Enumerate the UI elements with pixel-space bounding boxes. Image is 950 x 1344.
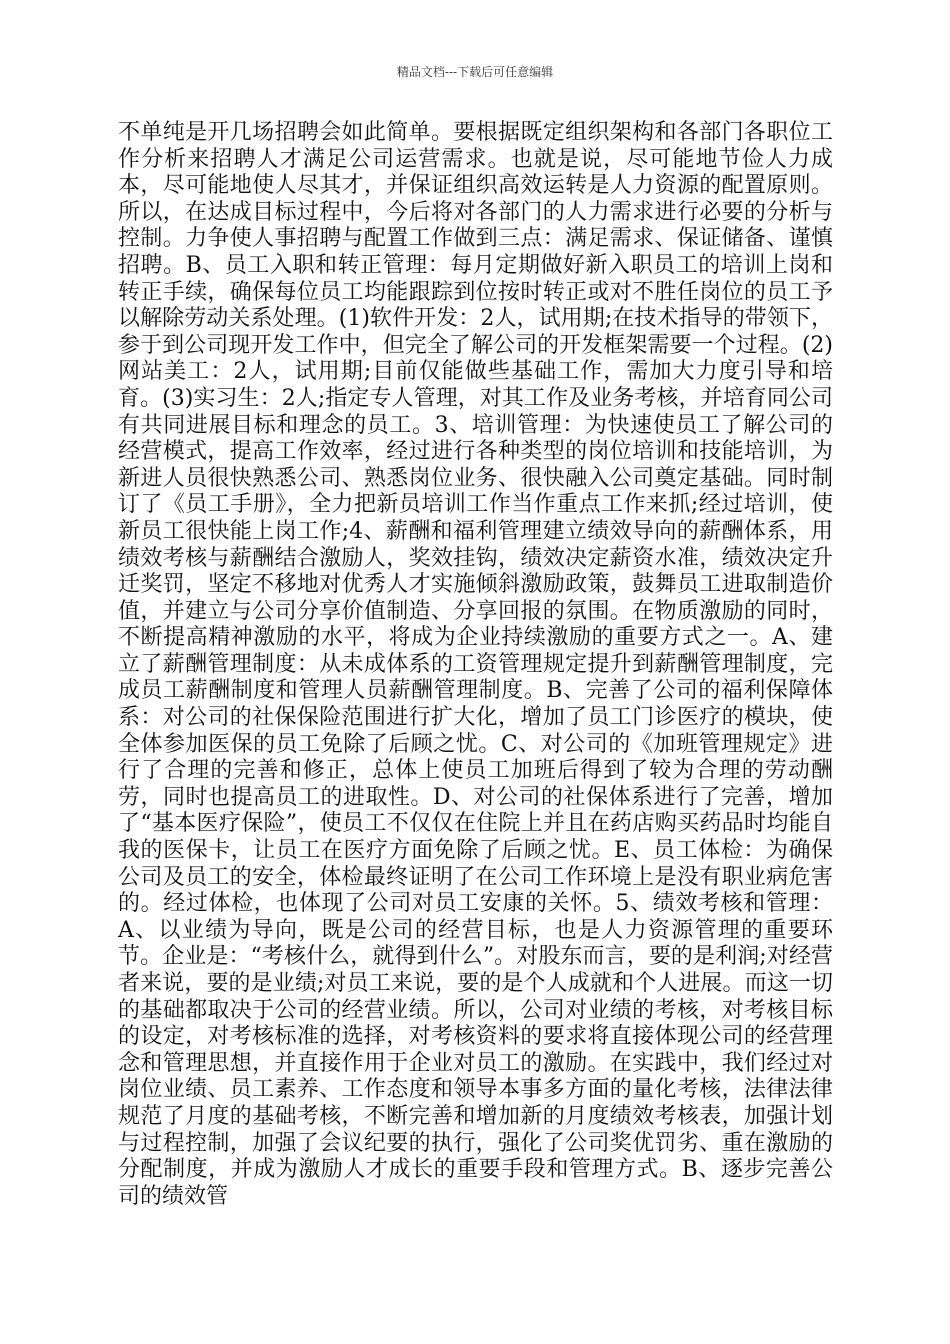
document-body	[118, 120, 833, 1210]
body-paragraph: 不单纯是开几场招聘会如此简单。要根据既定组织架构和各部门各职位工作分析来招聘人才满足公司运营需求。也就是说，尽可能地节俭人力成本，尽可能地使人尽其才，并保证组织高效运转是人力资源的配置原则。所以，在达成目标过程中，今后将对各部门的人力需求进行必要的分析与控制。力争使人事招聘与配置工作做到三点：满足需求、保证储备、谨慎招聘。B、员工入职和转正管理：每月定期做好新入职员工的培训上岗和转正手续，确保每位员工均能跟踪到位按时转正或对不胜任岗位的员工予以解除劳动关系处理。(1)软件开发：2人，试用期;在技术指导的带领下，参于到公司现开发工作中，但完全了解公司的开发框架需要一个过程。(2)网站美工：2人，试用期;目前仅能做些基础工作，需加大力度引导和培育。(3)实习生：2人;指定专人管理，对其工作及业务考核，并培育同公司有共同进展目标和理念的员工。3、培训管理：为快速使员工了解公司的经营模式，提高工作效率，经过进行各种类型的岗位培训和技能培训，为新进人员很快熟悉公司、熟悉岗位业务、很快融入公司奠定基础。同时制订了《员工手册》，全力把新员培训工作当作重点工作来抓;经过培训，使新员工很快能上岗工作;4、薪酬和福利管理建立绩效导向的薪酬体系，用绩效考核与薪酬结合激励人，奖效挂钩，绩效决定薪资水准，绩效决定升迁奖罚，坚定不移地对优秀人才实施倾斜激励政策，鼓舞员工进取制造价值，并建立与公司分享价值制造、分享回报的氛围。在物质激励的同时，不断提高精神激励的水平，将成为企业持续激励的重要方式之一。A、建立了薪酬管理制度：从未成体系的工资管理规定提升到薪酬管理制度，完成员工薪酬制度和管理人员薪酬管理制度。B、完善了公司的福利保障体系：对公司的社保保险范围进行扩大化，增加了员工门诊医疗的模块，使全体参加医保的员工免除了后顾之忧。C、对公司的《加班管理规定》进行了合理的完善和修正，总体上使员工加班后得到了较为合理的劳动酬劳，同时也提高员工的进取性。D、对公司的社保体系进行了完善，增加了“基本医疗保险”，使员工不仅仅在住院上并且在药店购买药品时均能自我的医保卡，让员工在医疗方面免除了后顾之忧。E、员工体检：为确保公司及员工的安全，体检最终证明了在公司工作环境上是没有职业病危害的。经过体检，也体现了公司对员工安康的关怀。5、绩效考核和管理：A、以业绩为导向，既是公司的经营目标，也是人力资源管理的重要环节。企业是：“考核什么，就得到什么”。对股东而言，要的是利润;对经营者来说，要的是业绩;对员工来说，要的是个人成就和个人进展。而这一切的基础都取决于公司的经营业绩。所以，公司对业绩的考核，对考核目标的设定，对考核标准的选择，对考核资料的要求将直接体现公司的经营理念和管理思想，并直接作用于企业对员工的激励。在实践中，我们经过对岗位业绩、员工素养、工作态度和领导本事多方面的量化考核，法律法律规范了月度的基础考核，不断完善和增加新的月度绩效考核表，加强计划与过程控制，加强了会议纪要的执行，强化了公司奖优罚劣、重在激励的分配制度，并成为激励人才成长的重要手段和管理方式。B、逐步完善公司的绩效管	[118, 120, 833, 1209]
page-header: 精品文档---下载后可任意编辑	[396, 65, 554, 79]
